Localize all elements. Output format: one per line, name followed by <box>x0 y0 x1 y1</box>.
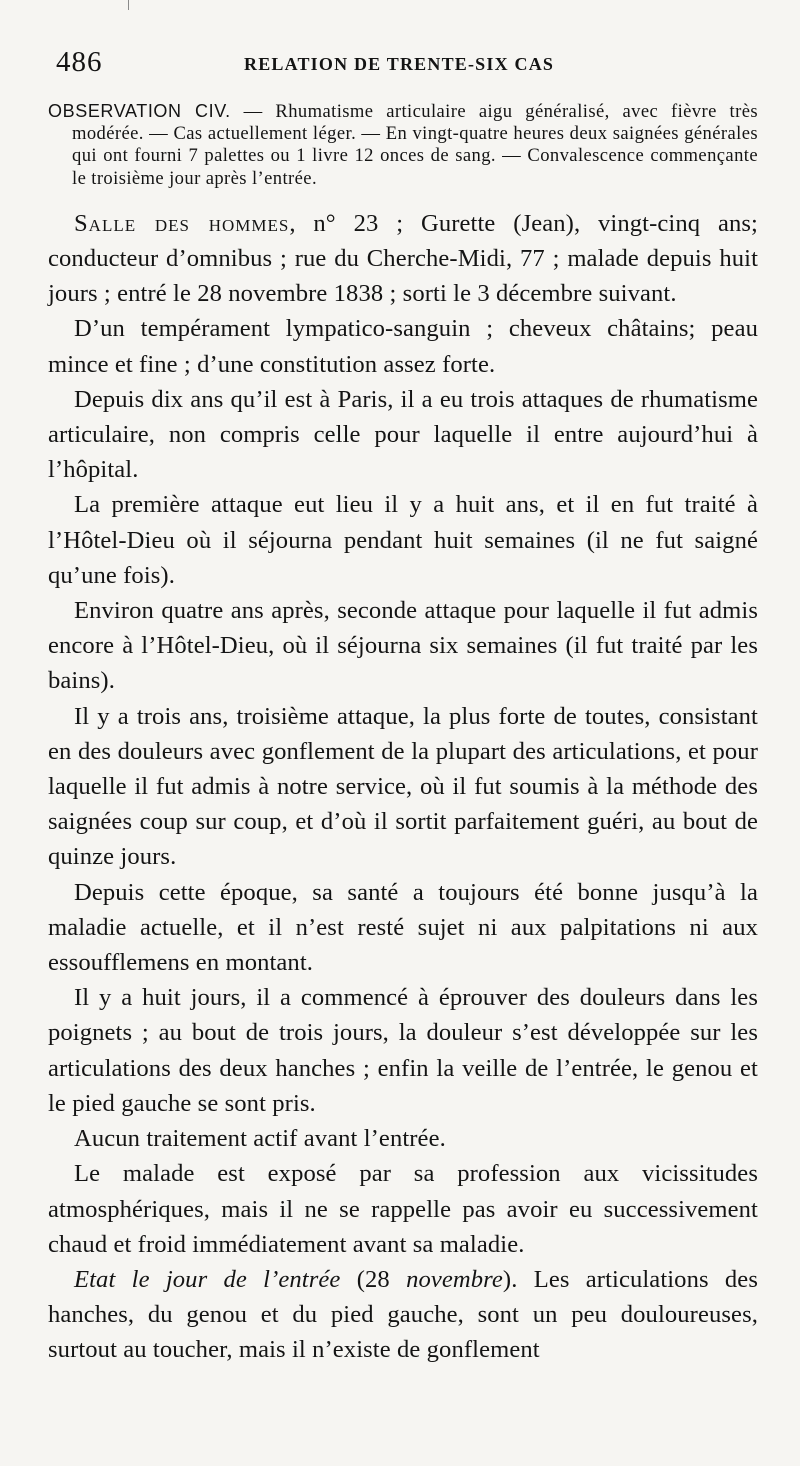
observation-summary <box>48 100 758 190</box>
paragraph-third-attack: Il y a trois ans, troisième attaque, la plus forte de toutes, consistant en des douleurs avec gonflement de la plupart des articulations, et pour laquelle il fut admis à notre service, où il fut soumis à la méthode des saignées coup sur coup, et d’où il sortit parfaitement guéri, au bout de quinze jours. <box>48 702 758 871</box>
paragraph-temperament: D’un tempérament lympatico-sanguin ; cheveux châtains; peau mince et fine ; d’une constitution assez forte. <box>48 315 758 378</box>
paragraph-patient-intro <box>48 206 758 312</box>
paragraph-entry-state <box>48 1262 758 1368</box>
paragraph-text: , n° 23 ; Gurette (Jean), vingt-cinq ans; conducteur d’omnibus ; rue du Cherche-Midi, 77 ; malade depuis huit jours ; entré le 28 novembre 1838 ; sorti le 3 décembre suivant. <box>48 209 758 308</box>
paragraph-text: ). Les articulations des hanches, du genou et du pied gauche, sont un peu douloureuses, surtout au toucher, mais il n’existe de gonflement <box>48 1265 758 1364</box>
observation-summary-text: — Rhumatisme articulaire aigu généralisé, avec fièvre très modérée. — Cas actuellement léger. — En vingt-quatre heures deux saignées générales qui ont fourni 7 palettes ou 1 livre 12 onces de sang. — Convalescence commençante le troisième jour après l’entrée. <box>72 101 758 189</box>
printed-tick-mark <box>128 0 129 10</box>
ward-lead: Salle des hommes <box>74 209 290 237</box>
entry-state-heading: Etat le jour de l’entrée <box>74 1265 341 1293</box>
paragraph-onset: Il y a huit jours, il a commencé à éprouver des douleurs dans les poignets ; au bout de trois jours, la douleur s’est développée sur les articulations des deux hanches ; enfin la veille de l’entrée, le genou et le pied gauche se sont pris. <box>48 984 758 1117</box>
observation-label: OBSERVATION CIV. <box>48 101 231 121</box>
paragraph-second-attack: Environ quatre ans après, seconde attaque pour laquelle il fut admis encore à l’Hôtel-Dieu, où il séjourna six semaines (il fut traité par les bains). <box>48 597 758 695</box>
paragraph-first-attack: La première attaque eut lieu il y a huit ans, et il en fut traité à l’Hôtel-Dieu où il séjourna pendant huit semaines (il ne fut saigné qu’une fois). <box>48 491 758 589</box>
page-header <box>48 40 758 82</box>
entry-month: novembre <box>406 1265 503 1293</box>
paragraph-history: Depuis dix ans qu’il est à Paris, il a eu trois attaques de rhumatisme articulaire, non compris celle pour laquelle il entre aujourd’hui à l’hôpital. <box>48 385 758 484</box>
paragraph-profession: Le malade est exposé par sa profession aux vicissitudes atmosphériques, mais il ne se rappelle pas avoir eu successivement chaud et froid immédiatement avant sa maladie. <box>48 1160 758 1258</box>
entry-date-open: (28 <box>340 1265 407 1293</box>
running-head: RELATION DE TRENTE-SIX CAS <box>244 54 555 74</box>
paragraph-health-since: Depuis cette époque, sa santé a toujours été bonne jusqu’à la maladie actuelle, et il n’est resté sujet ni aux palpitations ni aux essoufflemens en montant. <box>48 878 758 977</box>
paragraph-treatment: Aucun traitement actif avant l’entrée. <box>74 1125 446 1153</box>
page-number: 486 <box>56 46 103 78</box>
